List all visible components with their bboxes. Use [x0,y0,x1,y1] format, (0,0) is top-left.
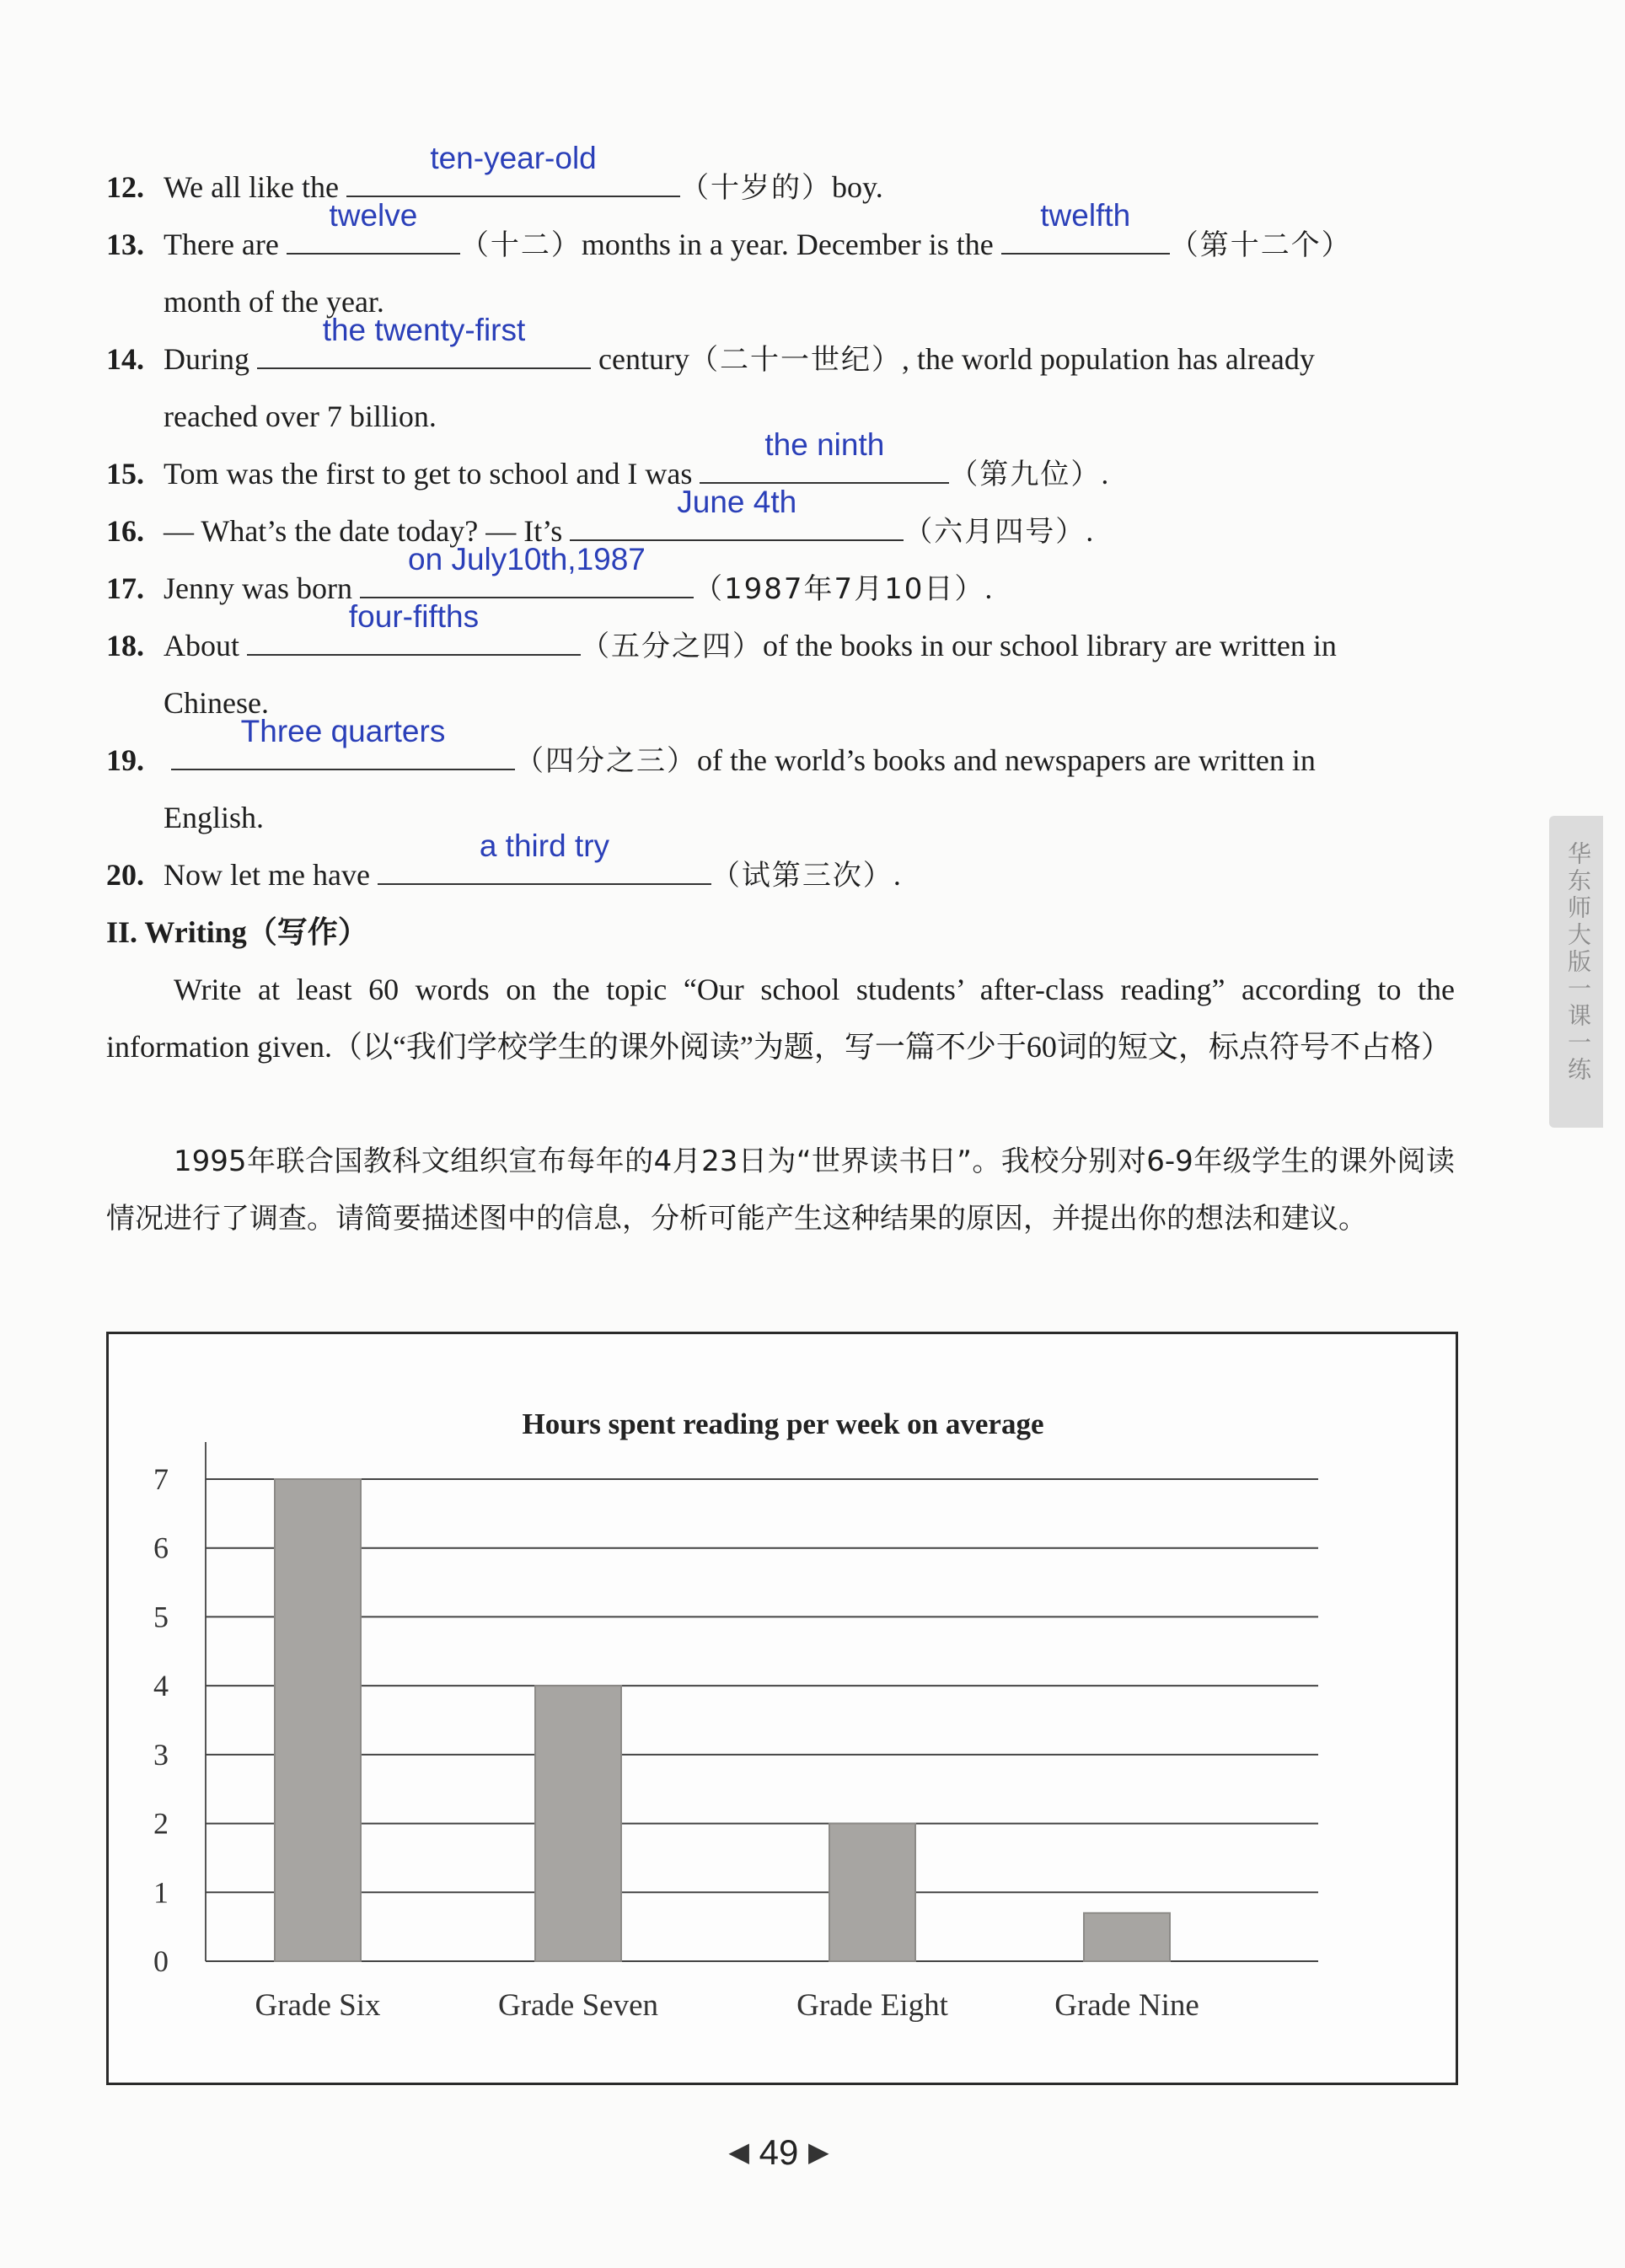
writing-prompt: 1995年联合国教科文组织宣布每年的4月23日为“世界读书日”。我校分别对6-9年级学生的课外阅读情况进行了调查。请简要描述图中的信息，分析可能产生这种结果的原因，并提出你的想法和建议。 [106,1145,1455,1236]
x-tick-label: Grade Seven [497,1988,659,2023]
question-text: During [164,342,249,376]
chinese-hint: （四分之三） [515,744,697,778]
question-text: , the world population has already [901,342,1315,376]
question-text: . [1086,514,1094,548]
question-text: Now let me have [164,858,370,892]
y-tick-label: 0 [153,1944,169,1978]
answer-blank[interactable] [171,714,515,770]
answer-blank[interactable] [1001,198,1170,255]
side-tab-label: 华东师大版一课一练 [1564,841,1592,1084]
handwritten-answer: four-fifths [348,599,480,634]
chinese-hint: （二十一世纪） [689,343,902,377]
chinese-hint: （十岁的） [680,171,833,205]
question-text: boy. [832,170,883,204]
chinese-hint: （六月四号） [904,515,1086,549]
question-text: — What’s the date today? — It’s [164,514,563,548]
handwritten-answer: on July10th,1987 [408,542,646,576]
question-number: 16. [106,514,144,548]
question-number: 20. [106,858,144,892]
handwritten-answer: Three quarters [240,714,446,748]
question-14 [106,313,1455,389]
page-number [0,2132,1558,2173]
question-text: About [164,629,239,662]
y-tick-label: 1 [153,1875,169,1910]
x-tick-label: Grade Eight [796,1988,948,2023]
question-19-continued: English. [164,801,265,834]
question-number: 12. [106,170,144,204]
bar-grade-seven [535,1686,621,1961]
handwritten-answer: the twenty-first [322,313,526,347]
answer-blank[interactable] [247,599,581,656]
handwritten-answer: the ninth [764,427,885,462]
question-text: century [598,342,689,376]
page-arrow-right-icon: ▶ [808,2137,829,2167]
answer-blank[interactable] [287,198,460,255]
y-tick-label: 7 [153,1462,169,1496]
page-number-text: 49 [759,2132,799,2172]
answer-blank[interactable] [360,542,694,598]
answer-blank[interactable] [700,427,949,484]
answer-blank[interactable] [378,828,711,885]
question-number: 17. [106,571,144,605]
chinese-hint: （五分之四） [581,630,763,663]
question-text: There are [164,228,279,261]
question-16 [106,485,1455,560]
question-20 [106,828,1455,904]
y-tick-label: 2 [153,1806,169,1841]
bar-grade-nine [1084,1913,1170,1961]
bar-grade-six [275,1479,361,1961]
writing-instruction: Write at least 60 words on the topic “Our school students’ after-class reading” according to the information given.（以“我们学校学生的课外阅读”为题，写一篇不少于60词的短文，标点符号不占格） [106,973,1455,1064]
question-18 [106,599,1455,675]
question-number: 13. [106,228,144,261]
handwritten-answer: June 4th [677,485,797,519]
question-text: of the books in our school library are written in [763,629,1337,662]
page-arrow-left-icon: ◀ [728,2137,749,2167]
side-tab [1549,816,1603,1128]
chinese-hint: （十二） [459,228,582,262]
y-tick-label: 3 [153,1737,169,1772]
question-14-continued: reached over 7 billion. [164,399,437,433]
bar-chart [106,1332,1458,2085]
bar-grade-eight [829,1824,915,1961]
question-text: . [1101,457,1109,491]
chart-canvas [109,1334,1456,2083]
handwritten-answer: twelfth [1040,198,1131,233]
question-text: . [984,571,993,605]
question-text: months in a year. December is the [581,228,994,261]
question-text: Jenny was born [164,571,352,605]
chinese-hint: （第十二个） [1169,228,1352,262]
question-number: 18. [106,629,144,662]
chinese-hint: （第九位） [949,458,1102,491]
chart-title: Hours spent reading per week on average [522,1407,1044,1440]
y-tick-label: 5 [153,1600,169,1634]
chinese-hint: （1987年7月10日） [693,572,985,606]
question-19 [106,714,1455,790]
handwritten-answer: ten-year-old [430,141,597,175]
chinese-hint: （试第三次） [711,859,893,893]
x-tick-label: Grade Six [255,1988,381,2023]
answer-blank[interactable] [257,313,591,369]
writing-heading: II. Writing（写作） [106,915,368,949]
question-text: . [893,858,901,892]
x-tick-label: Grade Nine [1054,1988,1199,2023]
question-18-continued: Chinese. [164,686,269,720]
question-text: of the world’s books and newspapers are written in [697,743,1316,777]
question-text: Tom was the first to get to school and I was [164,457,693,491]
answer-blank[interactable] [570,485,904,541]
handwritten-answer: twelve [329,198,418,233]
answer-blank[interactable] [346,141,680,197]
y-tick-label: 6 [153,1531,169,1565]
question-13 [106,198,1455,274]
question-text: We all like the [164,170,340,204]
question-number: 14. [106,342,144,376]
question-13-continued: month of the year. [164,285,384,319]
question-number: 15. [106,457,144,491]
handwritten-answer: a third try [479,828,610,863]
question-number: 19. [106,743,144,777]
y-tick-label: 4 [153,1669,169,1703]
